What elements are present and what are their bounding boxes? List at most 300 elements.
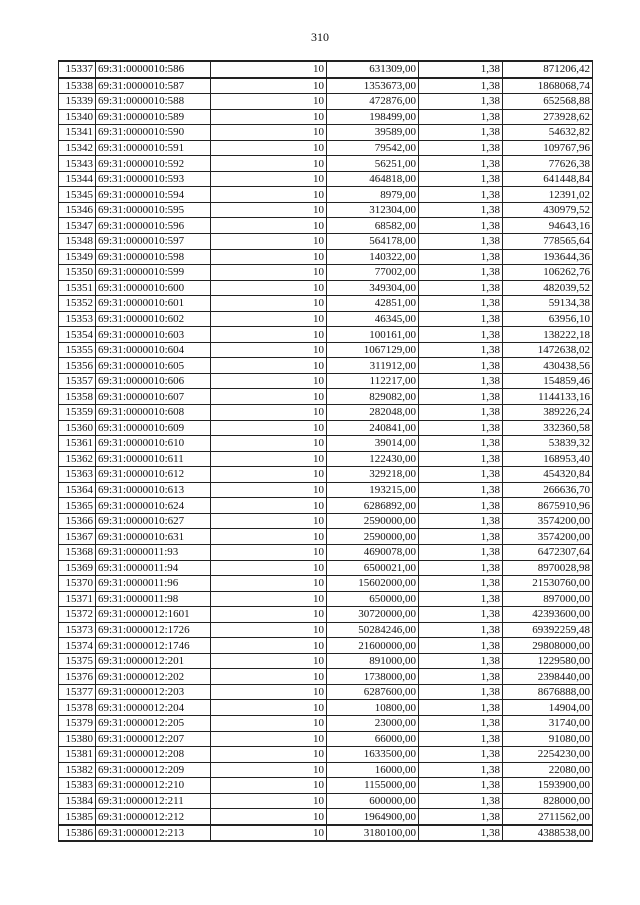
group-code-cell: 10 — [211, 187, 327, 203]
group-code-cell: 10 — [211, 467, 327, 483]
cadastral-value-cell: 1633500,00 — [327, 747, 419, 763]
group-code-cell: 10 — [211, 591, 327, 607]
row-number-cell: 15360 — [59, 420, 96, 436]
group-code-cell: 10 — [211, 234, 327, 250]
row-number-cell: 15352 — [59, 296, 96, 312]
cadastral-value-cell: 39014,00 — [327, 436, 419, 452]
result-value-cell: 91080,00 — [503, 731, 593, 747]
table-row — [59, 109, 593, 125]
cadastral-number-cell: 69:31:0000012:210 — [96, 778, 211, 794]
cadastral-number-cell: 69:31:0000010:610 — [96, 436, 211, 452]
coefficient-cell: 1,38 — [419, 451, 503, 467]
cadastral-value-cell: 349304,00 — [327, 280, 419, 296]
table-row — [59, 762, 593, 778]
table-row — [59, 560, 593, 576]
cadastral-number-cell: 69:31:0000010:597 — [96, 234, 211, 250]
coefficient-cell: 1,38 — [419, 405, 503, 421]
group-code-cell: 10 — [211, 140, 327, 156]
cadastral-value-cell: 50284246,00 — [327, 622, 419, 638]
table-row — [59, 622, 593, 638]
coefficient-cell: 1,38 — [419, 61, 503, 78]
table-row — [59, 171, 593, 187]
cadastral-value-cell: 140322,00 — [327, 249, 419, 265]
group-code-cell: 10 — [211, 560, 327, 576]
coefficient-cell: 1,38 — [419, 373, 503, 389]
cadastral-number-cell: 69:31:0000010:608 — [96, 405, 211, 421]
group-code-cell: 10 — [211, 405, 327, 421]
group-code-cell: 10 — [211, 373, 327, 389]
table-row — [59, 747, 593, 763]
row-number-cell: 15367 — [59, 529, 96, 545]
table-row — [59, 809, 593, 825]
coefficient-cell: 1,38 — [419, 607, 503, 623]
group-code-cell: 10 — [211, 607, 327, 623]
coefficient-cell: 1,38 — [419, 700, 503, 716]
cadastral-number-cell: 69:31:0000010:588 — [96, 94, 211, 110]
row-number-cell: 15347 — [59, 218, 96, 234]
cadastral-value-cell: 600000,00 — [327, 793, 419, 809]
cadastral-number-cell: 69:31:0000010:589 — [96, 109, 211, 125]
result-value-cell: 54632,82 — [503, 125, 593, 141]
cadastral-value-cell: 8979,00 — [327, 187, 419, 203]
cadastral-number-cell: 69:31:0000012:1601 — [96, 607, 211, 623]
result-value-cell: 641448,84 — [503, 171, 593, 187]
coefficient-cell: 1,38 — [419, 311, 503, 327]
coefficient-cell: 1,38 — [419, 202, 503, 218]
table-row — [59, 669, 593, 685]
cadastral-value-cell: 891000,00 — [327, 653, 419, 669]
cadastral-number-cell: 69:31:0000012:211 — [96, 793, 211, 809]
result-value-cell: 828000,00 — [503, 793, 593, 809]
cadastral-number-cell: 69:31:0000011:98 — [96, 591, 211, 607]
table-row — [59, 358, 593, 374]
row-number-cell: 15364 — [59, 482, 96, 498]
cadastral-number-cell: 69:31:0000012:205 — [96, 715, 211, 731]
table-row — [59, 793, 593, 809]
cadastral-value-cell: 1353673,00 — [327, 78, 419, 94]
group-code-cell: 10 — [211, 731, 327, 747]
group-code-cell: 10 — [211, 218, 327, 234]
cadastral-number-cell: 69:31:0000010:609 — [96, 420, 211, 436]
coefficient-cell: 1,38 — [419, 389, 503, 405]
cadastral-value-cell: 23000,00 — [327, 715, 419, 731]
group-code-cell: 10 — [211, 389, 327, 405]
coefficient-cell: 1,38 — [419, 296, 503, 312]
cadastral-value-cell: 6287600,00 — [327, 684, 419, 700]
group-code-cell: 10 — [211, 342, 327, 358]
coefficient-cell: 1,38 — [419, 265, 503, 281]
cadastral-value-cell: 15602000,00 — [327, 576, 419, 592]
group-code-cell: 10 — [211, 109, 327, 125]
coefficient-cell: 1,38 — [419, 576, 503, 592]
group-code-cell: 10 — [211, 156, 327, 172]
result-value-cell: 3574200,00 — [503, 529, 593, 545]
table-row — [59, 513, 593, 529]
coefficient-cell: 1,38 — [419, 420, 503, 436]
table-row — [59, 467, 593, 483]
cadastral-number-cell: 69:31:0000012:1726 — [96, 622, 211, 638]
coefficient-cell: 1,38 — [419, 482, 503, 498]
coefficient-cell: 1,38 — [419, 125, 503, 141]
cadastral-number-cell: 69:31:0000010:607 — [96, 389, 211, 405]
coefficient-cell: 1,38 — [419, 638, 503, 654]
group-code-cell: 10 — [211, 684, 327, 700]
result-value-cell: 1472638,02 — [503, 342, 593, 358]
result-value-cell: 273928,62 — [503, 109, 593, 125]
cadastral-number-cell: 69:31:0000010:613 — [96, 482, 211, 498]
row-number-cell: 15353 — [59, 311, 96, 327]
cadastral-number-cell: 69:31:0000011:94 — [96, 560, 211, 576]
coefficient-cell: 1,38 — [419, 529, 503, 545]
coefficient-cell: 1,38 — [419, 715, 503, 731]
result-value-cell: 8676888,00 — [503, 684, 593, 700]
coefficient-cell: 1,38 — [419, 156, 503, 172]
group-code-cell: 10 — [211, 311, 327, 327]
coefficient-cell: 1,38 — [419, 467, 503, 483]
coefficient-cell: 1,38 — [419, 591, 503, 607]
cadastral-value-cell: 2590000,00 — [327, 529, 419, 545]
row-number-cell: 15365 — [59, 498, 96, 514]
result-value-cell: 332360,58 — [503, 420, 593, 436]
cadastral-value-cell: 1155000,00 — [327, 778, 419, 794]
cadastral-number-cell: 69:31:0000010:592 — [96, 156, 211, 172]
result-value-cell: 430979,52 — [503, 202, 593, 218]
group-code-cell: 10 — [211, 778, 327, 794]
table-row — [59, 451, 593, 467]
result-value-cell: 1144133,16 — [503, 389, 593, 405]
group-code-cell: 10 — [211, 171, 327, 187]
row-number-cell: 15343 — [59, 156, 96, 172]
group-code-cell: 10 — [211, 125, 327, 141]
group-code-cell: 10 — [211, 358, 327, 374]
result-value-cell: 29808000,00 — [503, 638, 593, 654]
group-code-cell: 10 — [211, 420, 327, 436]
cadastral-value-cell: 68582,00 — [327, 218, 419, 234]
cadastral-value-cell: 193215,00 — [327, 482, 419, 498]
result-value-cell: 430438,56 — [503, 358, 593, 374]
result-value-cell: 389226,24 — [503, 405, 593, 421]
cadastral-number-cell: 69:31:0000011:96 — [96, 576, 211, 592]
cadastral-value-cell: 1964900,00 — [327, 809, 419, 825]
row-number-cell: 15337 — [59, 61, 96, 78]
table-row — [59, 156, 593, 172]
row-number-cell: 15339 — [59, 94, 96, 110]
cadastral-number-cell: 69:31:0000010:593 — [96, 171, 211, 187]
cadastral-number-cell: 69:31:0000010:606 — [96, 373, 211, 389]
cadastral-value-cell: 79542,00 — [327, 140, 419, 156]
cadastral-value-cell: 112217,00 — [327, 373, 419, 389]
cadastral-value-cell: 464818,00 — [327, 171, 419, 187]
cadastral-number-cell: 69:31:0000012:204 — [96, 700, 211, 716]
result-value-cell: 266636,70 — [503, 482, 593, 498]
cadastral-value-cell: 42851,00 — [327, 296, 419, 312]
table-row — [59, 684, 593, 700]
result-value-cell: 1593900,00 — [503, 778, 593, 794]
row-number-cell: 15385 — [59, 809, 96, 825]
result-value-cell: 652568,88 — [503, 94, 593, 110]
row-number-cell: 15379 — [59, 715, 96, 731]
table-row — [59, 482, 593, 498]
table-row — [59, 607, 593, 623]
cadastral-number-cell: 69:31:0000010:612 — [96, 467, 211, 483]
coefficient-cell: 1,38 — [419, 78, 503, 94]
cadastral-value-cell: 282048,00 — [327, 405, 419, 421]
group-code-cell: 10 — [211, 482, 327, 498]
coefficient-cell: 1,38 — [419, 560, 503, 576]
group-code-cell: 10 — [211, 653, 327, 669]
cadastral-value-cell: 311912,00 — [327, 358, 419, 374]
table-row — [59, 78, 593, 94]
table-row — [59, 218, 593, 234]
group-code-cell: 10 — [211, 61, 327, 78]
row-number-cell: 15349 — [59, 249, 96, 265]
row-number-cell: 15369 — [59, 560, 96, 576]
coefficient-cell: 1,38 — [419, 280, 503, 296]
group-code-cell: 10 — [211, 793, 327, 809]
cadastral-value-cell: 122430,00 — [327, 451, 419, 467]
group-code-cell: 10 — [211, 576, 327, 592]
table-row — [59, 576, 593, 592]
group-code-cell: 10 — [211, 296, 327, 312]
coefficient-cell: 1,38 — [419, 140, 503, 156]
cadastral-value-cell: 564178,00 — [327, 234, 419, 250]
group-code-cell: 10 — [211, 436, 327, 452]
cadastral-number-cell: 69:31:0000011:93 — [96, 544, 211, 560]
cadastral-number-cell: 69:31:0000010:604 — [96, 342, 211, 358]
coefficient-cell: 1,38 — [419, 171, 503, 187]
coefficient-cell: 1,38 — [419, 342, 503, 358]
coefficient-cell: 1,38 — [419, 793, 503, 809]
result-value-cell: 1229580,00 — [503, 653, 593, 669]
table-row — [59, 529, 593, 545]
cadastral-number-cell: 69:31:0000010:611 — [96, 451, 211, 467]
page-number: 310 — [311, 30, 329, 44]
cadastral-number-cell: 69:31:0000010:602 — [96, 311, 211, 327]
cadastral-value-cell: 650000,00 — [327, 591, 419, 607]
result-value-cell: 59134,38 — [503, 296, 593, 312]
cadastral-number-cell: 69:31:0000010:627 — [96, 513, 211, 529]
result-value-cell: 109767,96 — [503, 140, 593, 156]
group-code-cell: 10 — [211, 715, 327, 731]
row-number-cell: 15341 — [59, 125, 96, 141]
result-value-cell: 14904,00 — [503, 700, 593, 716]
row-number-cell: 15346 — [59, 202, 96, 218]
cadastral-number-cell: 69:31:0000010:599 — [96, 265, 211, 281]
result-value-cell: 6472307,64 — [503, 544, 593, 560]
row-number-cell: 15377 — [59, 684, 96, 700]
table-row — [59, 265, 593, 281]
row-number-cell: 15362 — [59, 451, 96, 467]
cadastral-number-cell: 69:31:0000012:202 — [96, 669, 211, 685]
group-code-cell: 10 — [211, 638, 327, 654]
cadastral-value-cell: 77002,00 — [327, 265, 419, 281]
result-value-cell: 42393600,00 — [503, 607, 593, 623]
group-code-cell: 10 — [211, 700, 327, 716]
group-code-cell: 10 — [211, 249, 327, 265]
row-number-cell: 15361 — [59, 436, 96, 452]
cadastral-value-cell: 21600000,00 — [327, 638, 419, 654]
table-row — [59, 202, 593, 218]
coefficient-cell: 1,38 — [419, 436, 503, 452]
table-row — [59, 140, 593, 156]
cadastral-number-cell: 69:31:0000010:587 — [96, 78, 211, 94]
result-value-cell: 106262,76 — [503, 265, 593, 281]
group-code-cell: 10 — [211, 825, 327, 842]
cadastral-number-cell: 69:31:0000010:600 — [96, 280, 211, 296]
row-number-cell: 15350 — [59, 265, 96, 281]
group-code-cell: 10 — [211, 498, 327, 514]
table-row — [59, 544, 593, 560]
cadastral-number-cell: 69:31:0000012:1746 — [96, 638, 211, 654]
coefficient-cell: 1,38 — [419, 669, 503, 685]
cadastral-value-cell: 1067129,00 — [327, 342, 419, 358]
coefficient-cell: 1,38 — [419, 498, 503, 514]
cadastral-value-cell: 198499,00 — [327, 109, 419, 125]
cadastral-number-cell: 69:31:0000010:596 — [96, 218, 211, 234]
cadastral-number-cell: 69:31:0000010:591 — [96, 140, 211, 156]
group-code-cell: 10 — [211, 327, 327, 343]
cadastral-value-cell: 10800,00 — [327, 700, 419, 716]
result-value-cell: 31740,00 — [503, 715, 593, 731]
cadastral-number-cell: 69:31:0000010:595 — [96, 202, 211, 218]
table-row — [59, 498, 593, 514]
result-value-cell: 22080,00 — [503, 762, 593, 778]
coefficient-cell: 1,38 — [419, 358, 503, 374]
row-number-cell: 15359 — [59, 405, 96, 421]
coefficient-cell: 1,38 — [419, 513, 503, 529]
coefficient-cell: 1,38 — [419, 249, 503, 265]
cadastral-value-cell: 6286892,00 — [327, 498, 419, 514]
result-value-cell: 77626,38 — [503, 156, 593, 172]
cadastral-value-cell: 829082,00 — [327, 389, 419, 405]
group-code-cell: 10 — [211, 280, 327, 296]
row-number-cell: 15370 — [59, 576, 96, 592]
cadastral-number-cell: 69:31:0000010:586 — [96, 61, 211, 78]
group-code-cell: 10 — [211, 78, 327, 94]
table-row — [59, 591, 593, 607]
cadastral-number-cell: 69:31:0000012:208 — [96, 747, 211, 763]
cadastral-number-cell: 69:31:0000012:207 — [96, 731, 211, 747]
cadastral-value-cell: 472876,00 — [327, 94, 419, 110]
cadastral-value-cell: 240841,00 — [327, 420, 419, 436]
coefficient-cell: 1,38 — [419, 187, 503, 203]
table-row — [59, 249, 593, 265]
row-number-cell: 15348 — [59, 234, 96, 250]
cadastral-value-cell: 39589,00 — [327, 125, 419, 141]
cadastral-number-cell: 69:31:0000012:201 — [96, 653, 211, 669]
result-value-cell: 871206,42 — [503, 61, 593, 78]
result-value-cell: 8970028,98 — [503, 560, 593, 576]
row-number-cell: 15383 — [59, 778, 96, 794]
cadastral-number-cell: 69:31:0000010:603 — [96, 327, 211, 343]
cadastral-value-cell: 30720000,00 — [327, 607, 419, 623]
coefficient-cell: 1,38 — [419, 762, 503, 778]
coefficient-cell: 1,38 — [419, 731, 503, 747]
row-number-cell: 15363 — [59, 467, 96, 483]
group-code-cell: 10 — [211, 747, 327, 763]
row-number-cell: 15358 — [59, 389, 96, 405]
cadastral-number-cell: 69:31:0000010:631 — [96, 529, 211, 545]
result-value-cell: 4388538,00 — [503, 825, 593, 842]
cadastral-number-cell: 69:31:0000010:598 — [96, 249, 211, 265]
coefficient-cell: 1,38 — [419, 825, 503, 842]
result-value-cell: 2398440,00 — [503, 669, 593, 685]
result-value-cell: 2254230,00 — [503, 747, 593, 763]
row-number-cell: 15372 — [59, 607, 96, 623]
cadastral-value-cell: 3180100,00 — [327, 825, 419, 842]
table-row — [59, 715, 593, 731]
row-number-cell: 15354 — [59, 327, 96, 343]
table-body — [59, 61, 593, 841]
coefficient-cell: 1,38 — [419, 234, 503, 250]
table-row — [59, 280, 593, 296]
result-value-cell: 21530760,00 — [503, 576, 593, 592]
result-value-cell: 897000,00 — [503, 591, 593, 607]
coefficient-cell: 1,38 — [419, 809, 503, 825]
table-row — [59, 311, 593, 327]
cadastral-number-cell: 69:31:0000012:209 — [96, 762, 211, 778]
row-number-cell: 15345 — [59, 187, 96, 203]
cadastral-table — [58, 60, 593, 842]
cadastral-value-cell: 6500021,00 — [327, 560, 419, 576]
row-number-cell: 15375 — [59, 653, 96, 669]
row-number-cell: 15374 — [59, 638, 96, 654]
table-row — [59, 778, 593, 794]
group-code-cell: 10 — [211, 762, 327, 778]
table-row — [59, 638, 593, 654]
table-row — [59, 61, 593, 78]
coefficient-cell: 1,38 — [419, 544, 503, 560]
row-number-cell: 15376 — [59, 669, 96, 685]
result-value-cell: 63956,10 — [503, 311, 593, 327]
group-code-cell: 10 — [211, 451, 327, 467]
table-row — [59, 436, 593, 452]
table-row — [59, 389, 593, 405]
cadastral-value-cell: 100161,00 — [327, 327, 419, 343]
cadastral-value-cell: 4690078,00 — [327, 544, 419, 560]
row-number-cell: 15344 — [59, 171, 96, 187]
table-row — [59, 94, 593, 110]
row-number-cell: 15340 — [59, 109, 96, 125]
table-row — [59, 731, 593, 747]
coefficient-cell: 1,38 — [419, 218, 503, 234]
cadastral-value-cell: 46345,00 — [327, 311, 419, 327]
group-code-cell: 10 — [211, 544, 327, 560]
result-value-cell: 94643,16 — [503, 218, 593, 234]
row-number-cell: 15380 — [59, 731, 96, 747]
result-value-cell: 482039,52 — [503, 280, 593, 296]
cadastral-number-cell: 69:31:0000010:601 — [96, 296, 211, 312]
row-number-cell: 15368 — [59, 544, 96, 560]
row-number-cell: 15342 — [59, 140, 96, 156]
result-value-cell: 168953,40 — [503, 451, 593, 467]
group-code-cell: 10 — [211, 669, 327, 685]
result-value-cell: 1868068,74 — [503, 78, 593, 94]
result-value-cell: 12391,02 — [503, 187, 593, 203]
result-value-cell: 193644,36 — [503, 249, 593, 265]
row-number-cell: 15357 — [59, 373, 96, 389]
row-number-cell: 15351 — [59, 280, 96, 296]
row-number-cell: 15371 — [59, 591, 96, 607]
row-number-cell: 15384 — [59, 793, 96, 809]
coefficient-cell: 1,38 — [419, 684, 503, 700]
cadastral-value-cell: 16000,00 — [327, 762, 419, 778]
result-value-cell: 154859,46 — [503, 373, 593, 389]
group-code-cell: 10 — [211, 809, 327, 825]
table-row — [59, 342, 593, 358]
coefficient-cell: 1,38 — [419, 94, 503, 110]
table-row — [59, 234, 593, 250]
